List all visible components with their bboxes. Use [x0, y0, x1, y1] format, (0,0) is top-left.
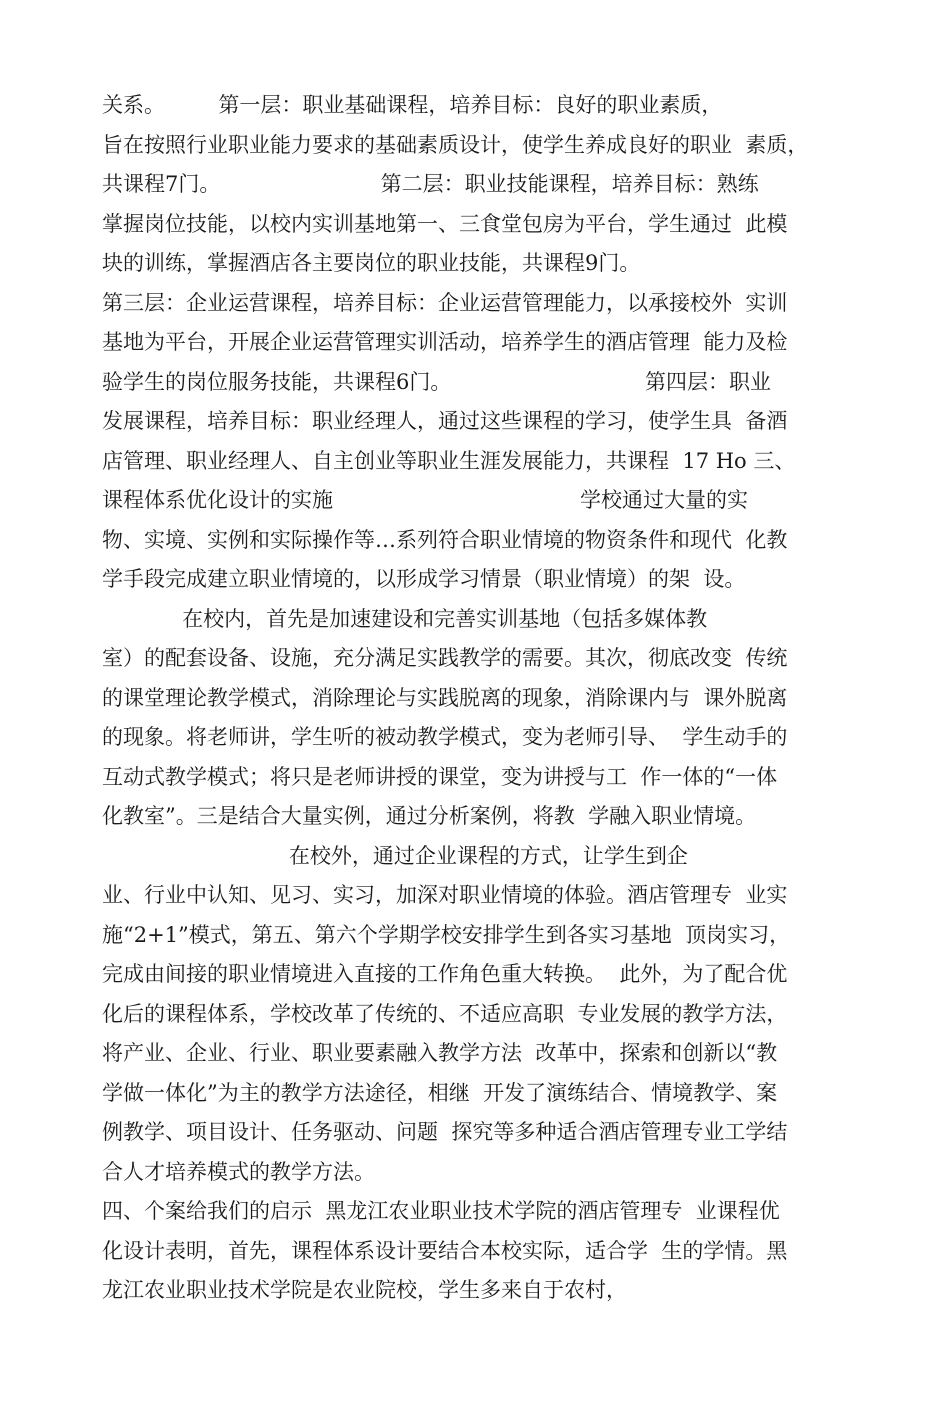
text-line: 验学生的岗位服务技能，共课程6门。 第四层：职业 — [102, 369, 771, 394]
text-line: 施“2+1”模式，第五、第六个学期学校安排学生到各实习基地 顶岗实习， — [102, 922, 791, 947]
text-line: 例教学、项目设计、任务驱动、问题 探究等多种适合酒店管理专业工学结 — [102, 1120, 788, 1144]
text-line: 四、个案给我们的启示 黑龙江农业职业技术学院的酒店管理专 业课程优 — [102, 1199, 780, 1223]
text-line: 发展课程，培养目标：职业经理人，通过这些课程的学习，使学生具 备酒 — [102, 409, 788, 433]
text-line: 课程体系优化设计的实施 学校通过大量的实 — [102, 488, 748, 512]
text-line: 龙江农业职业技术学院是农业院校，学生多来自于农村， — [102, 1278, 627, 1302]
document-body-text — [102, 86, 862, 1311]
text-line: 的现象。将老师讲，学生听的被动教学模式，变为老师引导、 学生动手的 — [102, 725, 788, 749]
text-line: 化设计表明，首先，课程体系设计要结合本校实际，适合学 生的学情。黑 — [102, 1238, 788, 1263]
text-line: 室）的配套设备、设施，充分满足实践教学的需要。其次，彻底改变 传统 — [102, 646, 788, 670]
text-line: 互动式教学模式；将只是老师讲授的课堂，变为讲授与工 作一体的“一体 — [102, 764, 778, 789]
text-line: 在校外，通过企业课程的方式，让学生到企 — [102, 843, 688, 868]
text-line: 块的训练，掌握酒店各主要岗位的职业技能，共课程9门。 — [102, 251, 641, 275]
text-line: 业、行业中认知、见习、实习，加深对职业情境的体验。酒店管理专 业实 — [102, 883, 788, 907]
text-line: 学手段完成建立职业情境的，以形成学习情景（职业情境）的架 设。 — [102, 567, 746, 591]
text-line: 共课程7门。 第二层：职业技能课程，培养目标：熟练 — [102, 172, 759, 196]
text-line: 的课堂理论教学模式，消除理论与实践脱离的现象，消除课内与 课外脱离 — [102, 685, 788, 710]
text-line: 化后的课程体系，学校改革了传统的、不适应高职 专业发展的教学方法， — [102, 1001, 788, 1026]
text-line: 在校内，首先是加速建设和完善实训基地（包括多媒体教 — [102, 606, 708, 631]
text-line: 将产业、企业、行业、职业要素融入教学方法 改革中，探索和创新以“教 — [102, 1041, 778, 1065]
text-line: 掌握岗位技能，以校内实训基地第一、三食堂包房为平台，学生通过 此模 — [102, 211, 788, 236]
text-line: 店管理、职业经理人、自主创业等职业生涯发展能力，共课程 17 Ho 三、 — [102, 448, 796, 473]
text-line: 学做一体化”为主的教学方法途径，相继 开发了演练结合、情境教学、案 — [102, 1080, 778, 1105]
text-line: 第三层：企业运营课程，培养目标：企业运营管理能力，以承接校外 实训 — [102, 290, 788, 315]
text-line: 旨在按照行业职业能力要求的基础素质设计，使学生养成良好的职业 素质， — [102, 132, 809, 157]
text-line: 化教室”。三是结合大量实例，通过分析案例，将教 学融入职业情境。 — [102, 804, 757, 828]
text-line: 基地为平台，开展企业运营管理实训活动，培养学生的酒店管理 能力及检 — [102, 330, 788, 354]
text-line: 关系。 第一层：职业基础课程，培养目标：良好的职业素质， — [102, 93, 723, 117]
text-line: 完成由间接的职业情境进入直接的工作角色重大转换。 此外，为了配合优 — [102, 962, 788, 986]
text-line: 合人才培养模式的教学方法。 — [102, 1159, 375, 1184]
text-line: 物、实境、实例和实际操作等…系列符合职业情境的物资条件和现代 化教 — [102, 527, 788, 552]
